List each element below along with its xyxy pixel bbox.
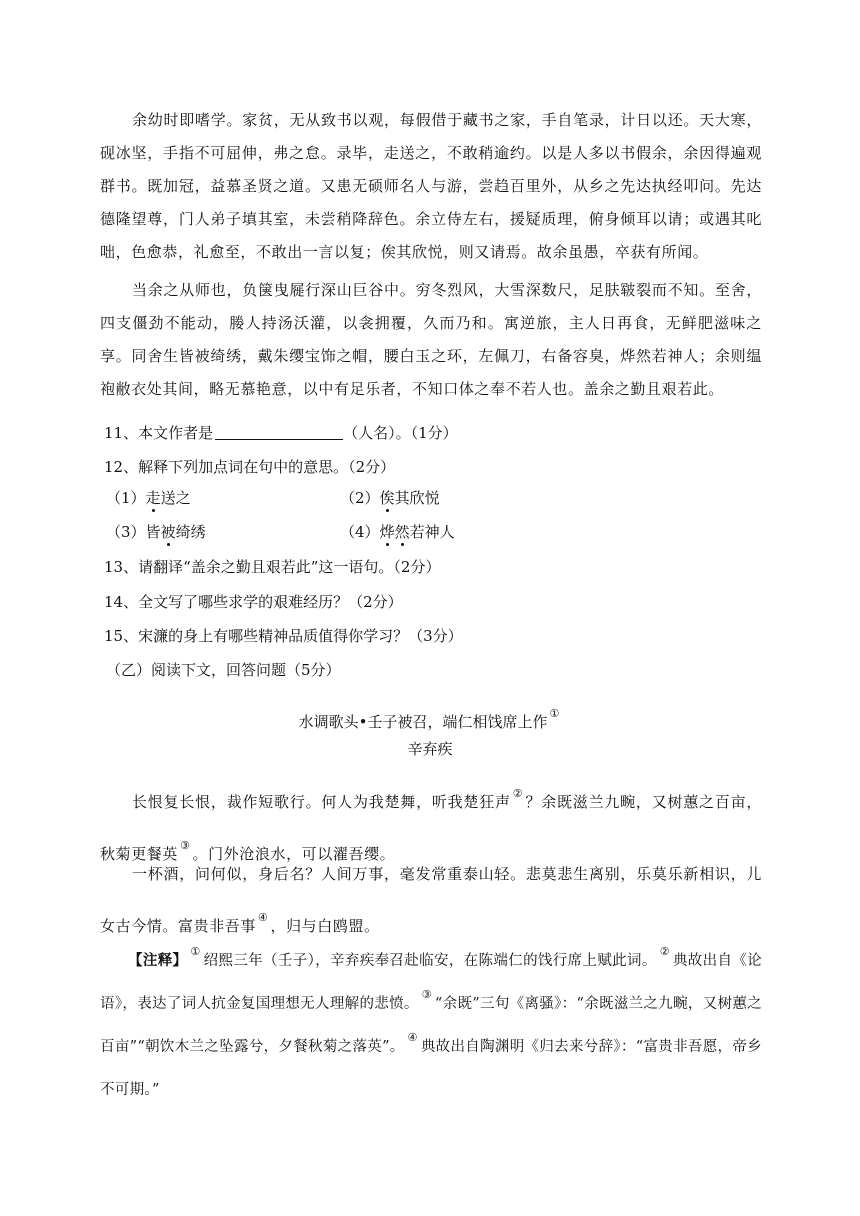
footnote-marker: ④ xyxy=(407,1031,418,1044)
poem-stanza-2 xyxy=(100,852,762,948)
question-13: 13、请翻译“盖余之勤且艰若此”这一语句。（2分） xyxy=(104,558,441,576)
footnote-marker: ① xyxy=(190,945,201,958)
poem-title xyxy=(0,703,860,733)
question-12-item-2 xyxy=(340,487,440,509)
answer-blank[interactable] xyxy=(215,423,343,440)
poem-author: 辛弃疾 xyxy=(407,740,453,758)
dotted-word: 烨 xyxy=(379,523,395,541)
item-number: （4） xyxy=(340,523,380,541)
passage-paragraph-1: 余幼时即嗜学。家贫，无从致书以观，每假借于藏书之家，手自笔录，计日以还。天大寒，砚冰坚，手指不可屈伸，弗之怠。录毕，走送之，不敢稍逾约。以是人多以书假余，余因得遍观群书。既加冠，益慕圣贤之道。又患无硕师名人与游，尝趋百里外，从乡之先达执经叩问。先达德隆望尊，门人弟子填其室，未尝稍降辞色。余立侍左右，援疑质理，俯身倾耳以请；或遇其叱咄，色愈恭，礼愈至，不敢出一言以复；俟其欣悦，则又请焉。故余虽愚，卒获有所闻。 xyxy=(100,111,762,261)
section-b-heading: （乙）阅读下文，回答问题（5分） xyxy=(106,661,341,679)
dotted-word: 被 xyxy=(160,523,176,541)
item-number: （1） xyxy=(106,489,146,507)
item-text: 其欣悦 xyxy=(394,489,440,507)
item-number: （2） xyxy=(340,489,380,507)
annotation-text: 典故出自陶渊明《归去来兮辞》：“富贵非吾愿，帝乡不可期。” xyxy=(100,1039,762,1098)
item-text: 送之 xyxy=(160,489,191,507)
annotation-block xyxy=(100,940,762,1111)
footnote-marker: ③ xyxy=(180,839,191,852)
question-12-item-3 xyxy=(106,521,206,543)
question-12-item-4 xyxy=(340,521,455,543)
footnote-marker: ② xyxy=(512,787,524,800)
question-11-prefix: 11、本文作者是 xyxy=(104,424,214,442)
dotted-word: 走 xyxy=(145,489,161,507)
stanza-text: 长恨复长恨，裁作短歌行。何人为我楚舞，听我楚狂声 xyxy=(132,793,511,811)
footnote-marker: ② xyxy=(659,945,670,958)
passage-paragraph-2: 当余之从师也，负箧曳屣行深山巨谷中。穷冬烈风，大雪深数尺，足肤皲裂而不知。至舍，四支僵劲不能动，媵人持汤沃灌，以衾拥覆，久而乃和。寓逆旅，主人日再食，无鲜肥滋味之享。同舍生皆被绮绣，戴朱缨宝饰之帽，腰白玉之环，左佩刀，右备容臭，烨然若神人；余则缊袍敝衣处其间，略无慕艳意，以中有足乐者，不知口体之奉不若人也。盖余之勤且艰若此。 xyxy=(100,281,762,398)
stanza-text: ，归与白鸥盟。 xyxy=(270,917,380,935)
item-text: 若神人 xyxy=(409,523,455,541)
footnote-marker: ① xyxy=(549,707,560,720)
question-14: 14、全文写了哪些求学的艰难经历？（2分） xyxy=(104,593,403,611)
question-15: 15、宋濂的身上有哪些精神品质值得你学习？（3分） xyxy=(104,627,463,645)
stanza-text: ？余既滋兰九畹，又树蕙之百亩，秋菊更餐英 xyxy=(100,793,762,863)
annotation-text: “余既”三句《离骚》：“余既滋兰之九畹，又树蕙之百亩”“朝饮木兰之坠露兮，夕餐秋菊之落英”。 xyxy=(100,996,762,1055)
question-11-suffix: （人名）。（1分） xyxy=(343,424,458,442)
stanza-text: 一杯酒，问何似，身后名？人间万事，毫发常重泰山轻。悲莫悲生离别，乐莫乐新相识，儿女古今情。富贵非吾事 xyxy=(100,865,762,935)
item-number: （3）皆 xyxy=(106,523,161,541)
question-12-item-1 xyxy=(106,487,191,509)
item-text: 绮绣 xyxy=(175,523,206,541)
annotation-text: 典故出自《论语》，表达了词人抗金复国理想无人理解的悲愤。 xyxy=(100,953,762,1012)
poem-title-text: 水调歌头•壬子被召，端仁相饯席上作 xyxy=(298,713,548,731)
dotted-word: 然 xyxy=(394,523,410,541)
question-11 xyxy=(104,422,458,444)
question-12: 12、解释下列加点词在句中的意思。（2分） xyxy=(104,458,396,476)
footnote-marker: ④ xyxy=(258,911,269,924)
annotation-text: 绍熙三年（壬子），辛弃疾奉召赴临安，在陈端仁的饯行席上赋此词。 xyxy=(203,953,657,969)
dotted-word: 俟 xyxy=(379,489,395,507)
footnote-marker: ③ xyxy=(421,988,432,1001)
annotation-label: 【注释】 xyxy=(128,952,188,969)
stanza-text: 。门外沧浪水，可以濯吾缨。 xyxy=(192,845,396,863)
